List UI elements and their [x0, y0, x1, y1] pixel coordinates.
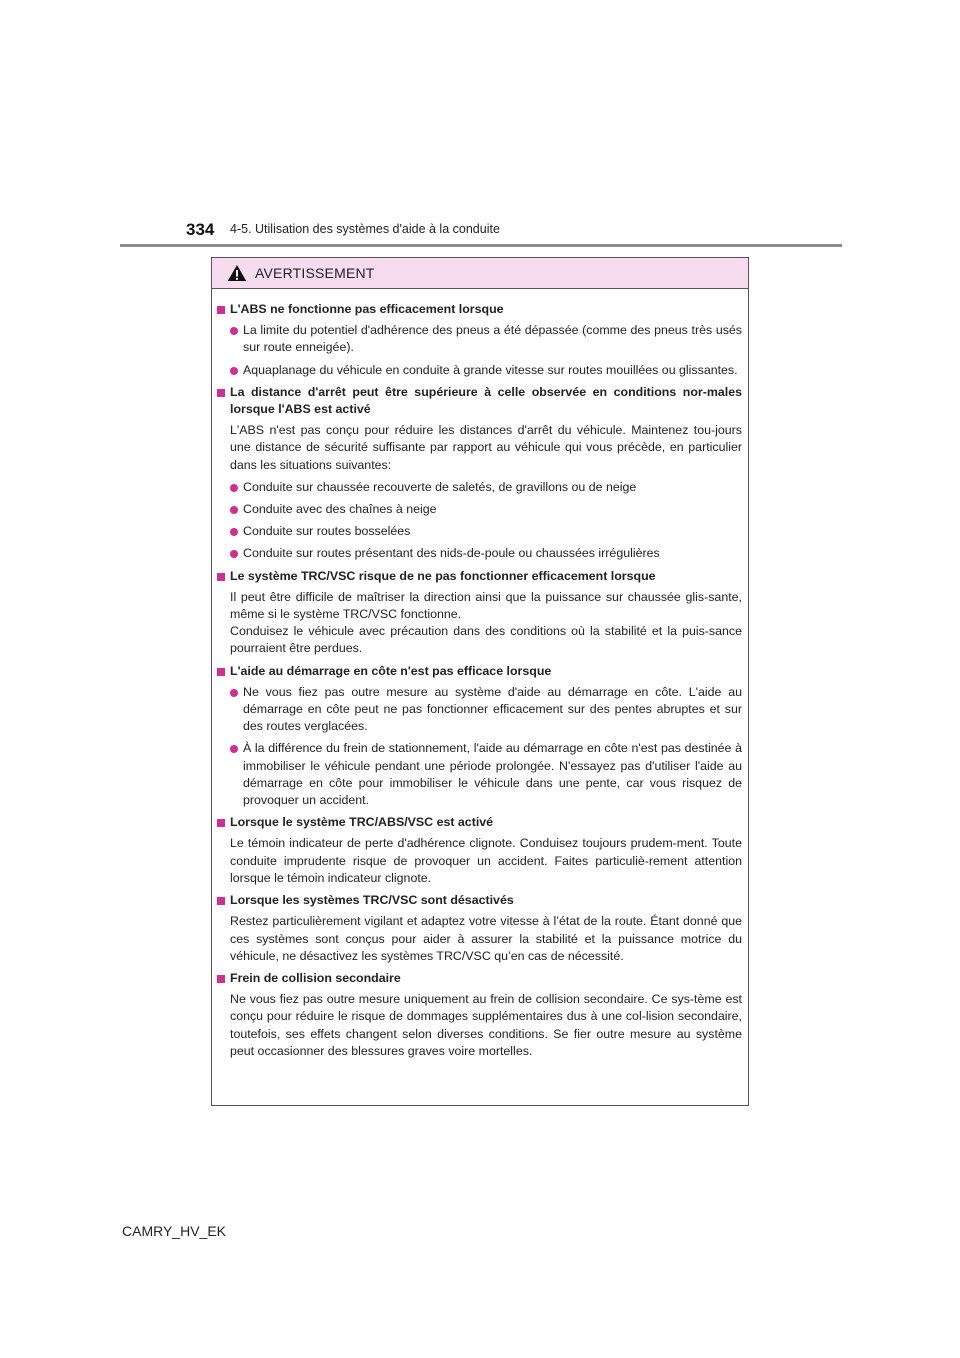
warning-section	[217, 970, 742, 1060]
list-item: La limite du potentiel d'adhérence des pneus a été dépassée (comme des pneus très usés sur route enneigée).	[217, 322, 742, 356]
page-number: 334	[186, 220, 215, 239]
warning-body	[212, 289, 748, 1060]
round-bullet-icon	[230, 484, 238, 492]
warning-title: AVERTISSEMENT	[255, 265, 375, 281]
list-item: Conduite sur routes présentant des nids-de-poule ou chaussées irrégulières	[217, 545, 742, 562]
model-code: CAMRY_HV_EK	[122, 1223, 227, 1239]
section-heading: Lorsque les systèmes TRC/VSC sont désactivés	[217, 892, 742, 909]
warning-section	[217, 892, 742, 965]
section-heading: L'ABS ne fonctionne pas efficacement lorsque	[217, 301, 742, 318]
warning-section	[217, 814, 742, 887]
section-title: 4-5. Utilisation des systèmes d'aide à la conduite	[230, 222, 500, 236]
header-divider	[120, 244, 842, 247]
round-bullet-icon	[230, 367, 238, 375]
list-item: À la différence du frein de stationnement, l'aide au démarrage en côte n'est pas destinée à immobiliser le véhicule pendant une période prolongée. N'essayez pas d'utiliser l'aide au démarrage en côte pour immobiliser le véhicule dans une pente, car vous risquez de provoquer un accident.	[217, 740, 742, 809]
round-bullet-icon	[230, 689, 238, 697]
list-item: Conduite sur chaussée recouverte de saletés, de gravillons ou de neige	[217, 479, 742, 496]
list-item: Conduite avec des chaînes à neige	[217, 501, 742, 518]
warning-section	[217, 301, 742, 379]
round-bullet-icon	[230, 506, 238, 514]
square-bullet-icon	[217, 975, 225, 983]
warning-triangle-icon	[227, 264, 247, 282]
section-heading: Lorsque le système TRC/ABS/VSC est activé	[217, 814, 742, 831]
square-bullet-icon	[217, 668, 225, 676]
section-heading: L'aide au démarrage en côte n'est pas efficace lorsque	[217, 663, 742, 680]
square-bullet-icon	[217, 819, 225, 827]
square-bullet-icon	[217, 389, 225, 397]
paragraph: Il peut être difficile de maîtriser la direction ainsi que la puissance sur chaussée glis-sante, même si le système TRC/VSC fonctionne.	[230, 589, 742, 622]
list-item: Ne vous fiez pas outre mesure au système d'aide au démarrage en côte. L'aide au démarrage en côte peut ne pas fonctionner efficacement sur des pentes abruptes et sur des routes verglacées.	[217, 684, 742, 736]
paragraph: Le témoin indicateur de perte d'adhérence clignote. Conduisez toujours prudem-ment. Toute conduite imprudente risque de provoquer un accident. Faites particuliè-rement attention lorsque le témoin indicateur clignote.	[230, 836, 742, 885]
warning-section	[217, 384, 742, 563]
square-bullet-icon	[217, 573, 225, 581]
paragraph: Ne vous fiez pas outre mesure uniquement au frein de collision secondaire. Ce sys-tème est conçu pour réduire le risque de dommages supplémentaires dus à une col-lision secondaire, toutefois, ses effets changent selon diverses conditions. Se fier outre mesure au système peut occasionner des blessures graves voire mortelles.	[230, 992, 742, 1058]
square-bullet-icon	[217, 897, 225, 905]
warning-section	[217, 663, 742, 810]
list-item: Aquaplanage du véhicule en conduite à grande vitesse sur routes mouillées ou glissantes.	[217, 362, 742, 379]
round-bullet-icon	[230, 528, 238, 536]
warning-box	[211, 257, 749, 1106]
round-bullet-icon	[230, 550, 238, 558]
paragraph: L'ABS n'est pas conçu pour réduire les distances d'arrêt du véhicule. Maintenez tou-jours une distance de sécurité suffisante par rapport au véhicule qui vous précède, en particulier dans les situations suivantes:	[230, 423, 742, 472]
warning-header	[212, 258, 748, 289]
square-bullet-icon	[217, 306, 225, 314]
section-heading: Le système TRC/VSC risque de ne pas fonctionner efficacement lorsque	[217, 568, 742, 585]
list-item: Conduite sur routes bosselées	[217, 523, 742, 540]
paragraph: Conduisez le véhicule avec précaution dans des conditions où la stabilité et la puis-sance pourraient être perdues.	[230, 624, 742, 656]
round-bullet-icon	[230, 327, 238, 335]
round-bullet-icon	[230, 745, 238, 753]
paragraph: Restez particulièrement vigilant et adaptez votre vitesse à l’état de la route. Étant donné que ces systèmes sont conçus pour aider à assurer la stabilité et la puissance motrice du véhicule, ne désactivez les systèmes TRC/VSC qu’en cas de nécessité.	[230, 914, 742, 963]
warning-section	[217, 568, 742, 658]
section-heading: La distance d'arrêt peut être supérieure à celle observée en conditions nor-males lorsque l'ABS est activé	[217, 384, 742, 418]
section-heading: Frein de collision secondaire	[217, 970, 742, 987]
